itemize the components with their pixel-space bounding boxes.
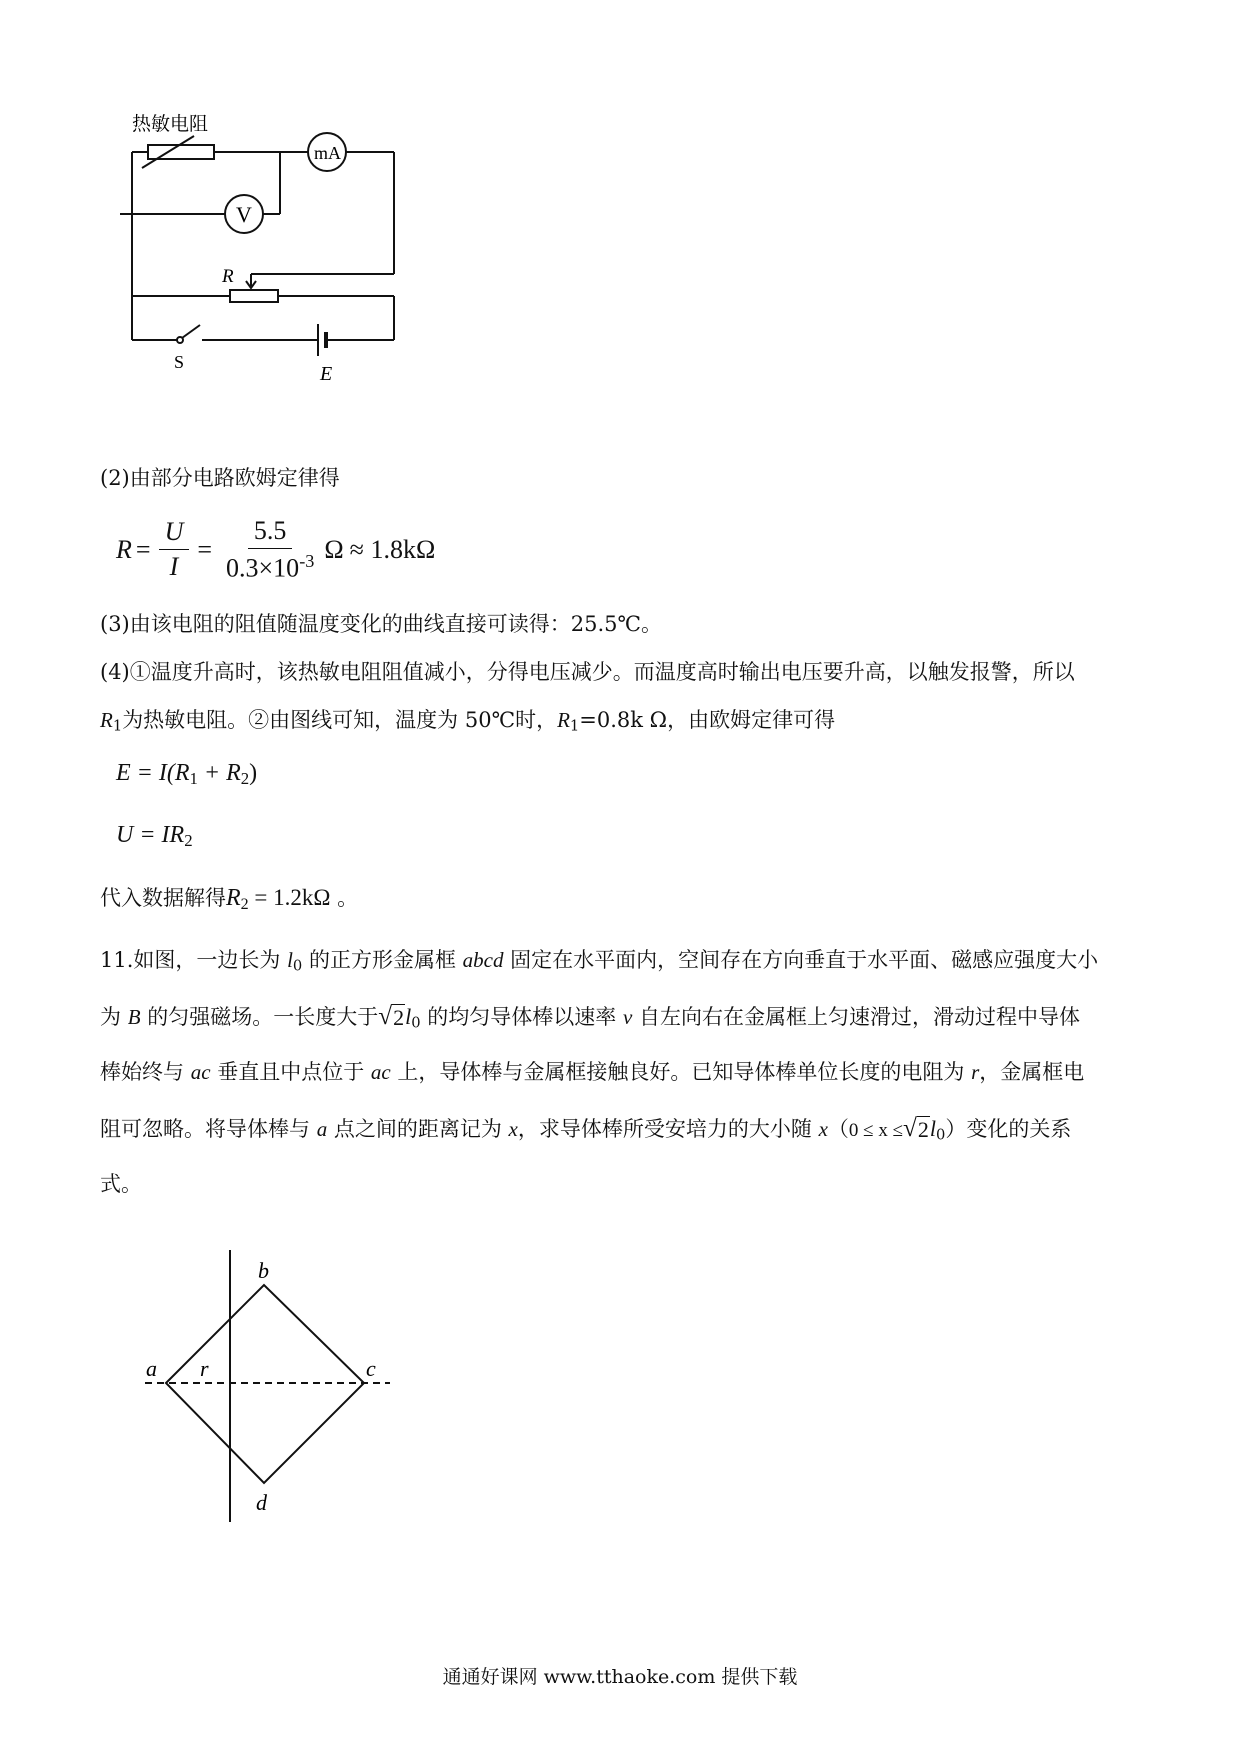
q11-l-2: l: [929, 1116, 937, 1141]
q11-line5: 式。: [100, 1172, 142, 1196]
eq1-end: ): [249, 760, 258, 786]
q11-l2c: 的均匀导体棒以速率: [420, 1005, 623, 1029]
result-r: R: [226, 885, 241, 911]
eq1-mid: + R: [197, 760, 241, 786]
voltmeter-label: V: [236, 202, 252, 227]
equation-e: [116, 760, 257, 789]
unit-ohm: Ω: [324, 534, 344, 564]
eq2-text: U = IR: [116, 822, 185, 848]
fraction-ui: [159, 517, 190, 582]
q11-l3b: 垂直且中点位于: [210, 1060, 371, 1084]
result-value: = 1.2kΩ: [248, 885, 331, 910]
q11-l4b: 点之间的距离记为: [327, 1117, 509, 1141]
part4-result: [100, 884, 358, 914]
part2-text: (2)由部分电路欧姆定律得: [100, 466, 340, 490]
eq1-sub2: 2: [240, 769, 250, 789]
equation-u: [116, 822, 193, 851]
q11-l2a: 为: [100, 1005, 128, 1029]
q11-x2: x: [818, 1117, 828, 1141]
q11-l2b: 的匀强磁场。一长度大于: [140, 1005, 379, 1029]
rheostat-label: R: [222, 266, 234, 287]
rheostat-symbol: [230, 290, 278, 302]
vertex-label-a: a: [146, 1356, 157, 1381]
fraction-values: [220, 516, 320, 584]
switch-label: S: [174, 352, 185, 372]
result-sub: 2: [240, 896, 249, 913]
thermistor-symbol: [148, 145, 214, 159]
footer-text: 通通好课网 www.tthaoke.com 提供下载: [442, 1666, 798, 1688]
q11-line1: [100, 948, 1098, 975]
q11-l1c: 固定在水平面内，空间存在方向垂直于水平面、磁感应强度大小: [503, 948, 1099, 972]
q11-l4d: （: [827, 1117, 849, 1141]
q11-l4e: ）变化的关系: [945, 1117, 1072, 1141]
result-end: 。: [330, 886, 359, 910]
denominator-exponent: -3: [299, 551, 315, 571]
numerator-value: 5.5: [248, 516, 293, 549]
thermistor-label: 热敏电阻: [132, 114, 209, 135]
r1-subscript: 1: [112, 717, 123, 735]
q11-l1b: 的正方形金属框: [302, 948, 463, 972]
sqrt-value: 2: [393, 1005, 405, 1030]
vertex-label-b: b: [258, 1258, 269, 1283]
sqrt-icon: √ 2: [903, 1114, 929, 1142]
q11-l-sub-2: 0: [936, 1126, 946, 1144]
eq2-sub: 2: [184, 831, 193, 851]
q11-l: l: [405, 1004, 412, 1029]
q11-l2d: 自左向右在金属框上匀速滑过，滑动过程中导体: [632, 1005, 1080, 1029]
q11-r: r: [971, 1060, 980, 1084]
sqrt-value-2: 2: [917, 1117, 929, 1142]
q11-l4c: ，求导体棒所受安培力的大小随: [517, 1117, 819, 1141]
q11-l1a: 11.如图，一边长为: [100, 948, 288, 972]
q11-abcd: abcd: [462, 948, 504, 972]
battery-label: E: [320, 363, 333, 385]
part4-line2-text: 为热敏电阻。②由图线可知，温度为 50℃时，: [122, 708, 558, 732]
q11-line2: [100, 1004, 1080, 1032]
q11-l4a: 阻可忽略。将导体棒与: [100, 1117, 317, 1141]
square-frame-diagram: [140, 1240, 410, 1530]
milliammeter-label: mA: [314, 143, 341, 163]
q11-range: 0 ≤ x ≤: [848, 1120, 903, 1141]
part3-text: (3)由该电阻的阻值随温度变化的曲线直接可读得：25.5℃。: [100, 612, 662, 636]
q11-l-sub: 0: [411, 1014, 421, 1032]
eq1-sub1: 1: [189, 769, 198, 789]
part2-equation: R = $\frac{U}{I}$ = $\frac{5.5}{0.3\times 10^{-3}}$ Ω ≈ 1.8kΩ: [116, 516, 436, 583]
sqrt-icon: √ 2: [378, 1002, 405, 1030]
q11-b: B: [127, 1005, 141, 1029]
q11-l3d: ，金属框电: [979, 1060, 1085, 1084]
eq1-start: E = I(R: [116, 760, 190, 786]
q11-line3: [100, 1060, 1084, 1085]
numerator-u: U: [159, 517, 190, 550]
vertex-label-d: d: [256, 1490, 267, 1515]
r1-symbol: R: [100, 708, 113, 732]
q11-ac1: ac: [190, 1060, 211, 1084]
eq-lhs: R: [116, 534, 132, 564]
q11-l0-sub: 0: [292, 957, 303, 975]
q11-l0: l: [287, 948, 293, 972]
part4-line1: (4)①温度升高时，该热敏电阻阻值减小，分得电压减少。而温度高时输出电压要升高，以触发报警，所以: [100, 660, 1075, 684]
q11-a: a: [316, 1117, 328, 1141]
denominator-i: I: [169, 552, 179, 582]
denominator-value: 0.3×10: [226, 553, 300, 583]
q11-ac2: ac: [370, 1060, 391, 1084]
q11-x: x: [508, 1117, 518, 1141]
q11-line4: [100, 1116, 1071, 1144]
q11-v: v: [622, 1005, 633, 1029]
rod-label-r: r: [200, 1356, 209, 1381]
approx-result: ≈ 1.8kΩ: [349, 534, 436, 564]
q11-l3a: 棒始终与: [100, 1060, 191, 1084]
circuit-diagram: [120, 110, 460, 440]
q11-l3c: 上，导体棒与金属框接触良好。已知导体棒单位长度的电阻为: [390, 1060, 972, 1084]
part4-line2-value: =0.8k Ω，由欧姆定律可得: [579, 708, 836, 732]
result-prefix: 代入数据解得: [100, 886, 226, 910]
part4-line2: $R_1$为热敏电阻。②由图线可知，温度为 50℃时，$R_1=0.8k$ Ω，由欧姆定律可得: [100, 708, 836, 735]
vertex-label-c: c: [366, 1356, 376, 1381]
